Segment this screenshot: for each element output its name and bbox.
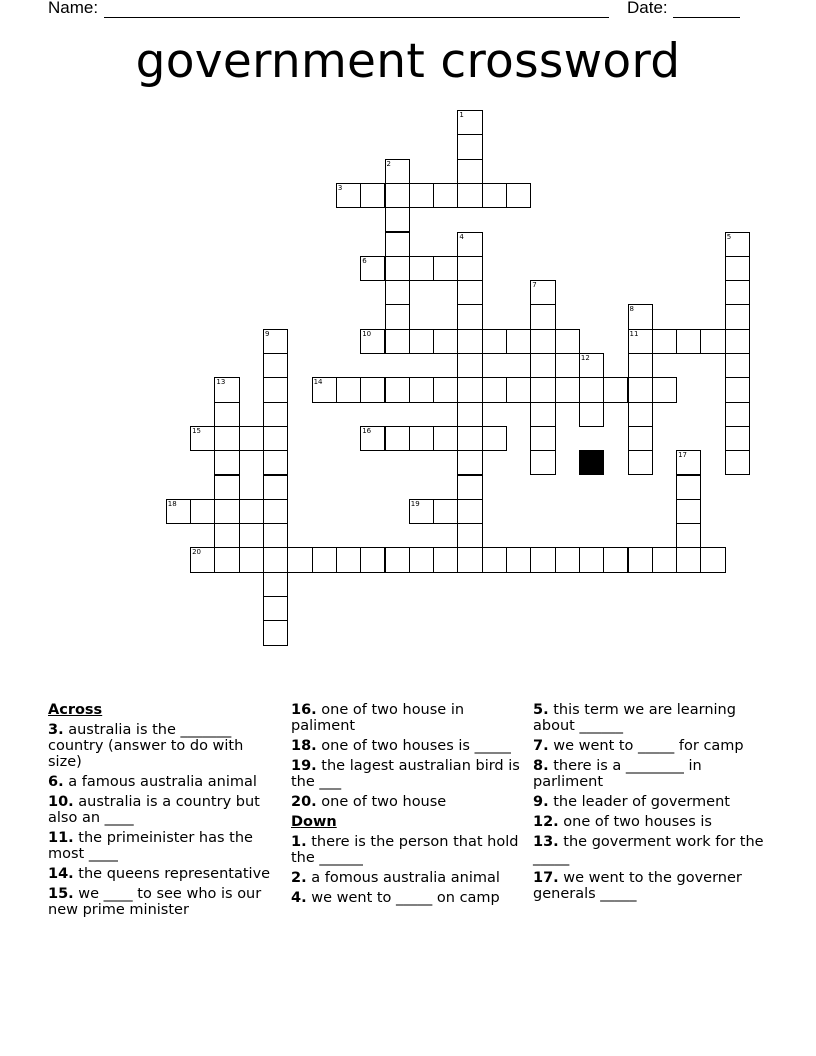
- clue-text: we went to _____ for camp: [548, 738, 744, 754]
- clue-number-label: 17: [678, 451, 688, 460]
- clue-item: [533, 834, 765, 866]
- grid-cell[interactable]: [214, 377, 239, 402]
- grid-cell[interactable]: [457, 547, 482, 572]
- grid-cell[interactable]: [214, 523, 239, 548]
- clue-item: [291, 834, 523, 866]
- clue-text: this term we are learning about ______: [533, 702, 736, 734]
- clue-text: the leader of goverment: [548, 794, 730, 810]
- grid-cell[interactable]: [628, 426, 653, 451]
- clue-number-label: 4: [459, 232, 464, 241]
- grid-cell[interactable]: [239, 499, 264, 524]
- grid-cell[interactable]: [385, 329, 410, 354]
- grid-cell[interactable]: [385, 377, 410, 402]
- grid-cell[interactable]: [385, 280, 410, 305]
- grid-cell[interactable]: [482, 547, 507, 572]
- grid-cell[interactable]: [530, 450, 555, 475]
- grid-cell[interactable]: [506, 377, 531, 402]
- grid-cell[interactable]: [482, 377, 507, 402]
- grid-cell[interactable]: [409, 426, 434, 451]
- clue-number-label: 6: [362, 256, 367, 265]
- clue-number-label: 16: [362, 426, 372, 435]
- clue-text: one of two houses is _____: [316, 738, 511, 754]
- clue-item: [48, 866, 280, 882]
- grid-cell[interactable]: [190, 547, 215, 572]
- clue-number-label: 2: [386, 159, 391, 168]
- grid-cell[interactable]: [239, 426, 264, 451]
- grid-cell[interactable]: [433, 426, 458, 451]
- grid-cell[interactable]: [555, 377, 580, 402]
- grid-cell[interactable]: [385, 159, 410, 184]
- grid-cell[interactable]: [676, 450, 701, 475]
- clues-column-1: [48, 702, 280, 922]
- grid-cell[interactable]: [263, 547, 288, 572]
- grid-cell[interactable]: [409, 183, 434, 208]
- clue-number: 1.: [291, 834, 307, 850]
- grid-cell[interactable]: [214, 426, 239, 451]
- name-label: Name:: [48, 0, 99, 17]
- clue-number-label: 7: [532, 281, 537, 290]
- clue-item: [48, 794, 280, 826]
- clue-text: the queens representative: [73, 866, 271, 882]
- clue-text: australia is the _______ country (answer to do with size): [48, 722, 244, 770]
- clue-number: 14.: [48, 866, 74, 882]
- clue-number-label: 5: [726, 232, 732, 241]
- grid-cell[interactable]: [725, 280, 750, 305]
- clue-item: [291, 738, 523, 754]
- clue-text: a fomous australia animal: [306, 870, 500, 886]
- down-heading: Down: [291, 814, 337, 830]
- grid-cell[interactable]: [360, 377, 385, 402]
- grid-cell[interactable]: [312, 377, 337, 402]
- grid-cell[interactable]: [628, 402, 653, 427]
- clue-item: [291, 702, 523, 734]
- page-title: government crossword: [135, 34, 681, 89]
- clue-number-label: 9: [265, 329, 270, 338]
- grid-cell[interactable]: [555, 329, 580, 354]
- black-square: [579, 450, 604, 475]
- grid-cell[interactable]: [530, 377, 555, 402]
- grid-cell[interactable]: [676, 523, 701, 548]
- grid-cell[interactable]: [214, 450, 239, 475]
- grid-cell[interactable]: [725, 329, 750, 354]
- grid-cell[interactable]: [433, 256, 458, 281]
- grid-cell[interactable]: [457, 402, 482, 427]
- grid-cell[interactable]: [628, 547, 653, 572]
- grid-cell[interactable]: [676, 547, 701, 572]
- grid-cell[interactable]: [433, 377, 458, 402]
- grid-cell[interactable]: [409, 547, 434, 572]
- grid-cell[interactable]: [530, 426, 555, 451]
- clue-number-label: 10: [362, 329, 372, 338]
- grid-cell[interactable]: [652, 329, 677, 354]
- grid-cell[interactable]: [579, 353, 604, 378]
- grid-cell[interactable]: [409, 329, 434, 354]
- grid-cell[interactable]: [676, 499, 701, 524]
- grid-cell[interactable]: [360, 329, 385, 354]
- grid-cell[interactable]: [385, 547, 410, 572]
- clue-number: 17.: [533, 870, 559, 886]
- clue-item: [533, 702, 765, 734]
- date-label: Date:: [627, 0, 668, 17]
- grid-cell[interactable]: [530, 329, 555, 354]
- grid-cell[interactable]: [457, 450, 482, 475]
- clue-number: 18.: [291, 738, 317, 754]
- clue-text: the goverment work for the _____: [533, 834, 764, 866]
- grid-cell[interactable]: [385, 304, 410, 329]
- grid-cell[interactable]: [652, 547, 677, 572]
- grid-cell[interactable]: [409, 499, 434, 524]
- clue-item: [48, 722, 280, 770]
- grid-cell[interactable]: [506, 183, 531, 208]
- grid-cell[interactable]: [457, 329, 482, 354]
- grid-cell[interactable]: [725, 450, 750, 475]
- clue-number: 3.: [48, 722, 64, 738]
- clue-number-label: 18: [167, 499, 177, 508]
- clue-number-label: 3: [337, 183, 343, 192]
- across-clue-list-continued: [291, 702, 523, 810]
- grid-cell[interactable]: [482, 183, 507, 208]
- clue-number: 11.: [48, 830, 74, 846]
- grid-cell[interactable]: [676, 475, 701, 500]
- clue-text: we went to _____ on camp: [306, 890, 500, 906]
- grid-cell[interactable]: [628, 377, 653, 402]
- clue-item: [291, 758, 523, 790]
- grid-cell[interactable]: [214, 402, 239, 427]
- grid-cell[interactable]: [263, 596, 288, 621]
- grid-cell[interactable]: [336, 377, 361, 402]
- grid-cell[interactable]: [385, 207, 410, 232]
- grid-cell[interactable]: [579, 547, 604, 572]
- clue-number: 4.: [291, 890, 307, 906]
- across-heading: Across: [48, 702, 103, 718]
- grid-cell[interactable]: [214, 475, 239, 500]
- clue-item: [533, 870, 765, 902]
- grid-cell[interactable]: [530, 304, 555, 329]
- clue-item: [48, 886, 280, 918]
- grid-cell[interactable]: [676, 329, 701, 354]
- clue-text: australia is a country but also an ____: [48, 794, 260, 826]
- clue-number: 10.: [48, 794, 74, 810]
- grid-cell[interactable]: [725, 232, 750, 257]
- grid-cell[interactable]: [457, 110, 482, 135]
- grid-cell[interactable]: [263, 475, 288, 500]
- grid-cell[interactable]: [263, 353, 288, 378]
- grid-cell[interactable]: [530, 402, 555, 427]
- grid-cell[interactable]: [190, 426, 215, 451]
- grid-cell[interactable]: [385, 426, 410, 451]
- grid-cell[interactable]: [725, 304, 750, 329]
- grid-cell[interactable]: [482, 426, 507, 451]
- grid-cell[interactable]: [725, 377, 750, 402]
- grid-cell[interactable]: [457, 499, 482, 524]
- grid-cell[interactable]: [457, 353, 482, 378]
- grid-cell[interactable]: [287, 547, 312, 572]
- grid-cell[interactable]: [214, 499, 239, 524]
- grid-cell[interactable]: [166, 499, 191, 524]
- clue-number: 15.: [48, 886, 74, 902]
- clue-text: a famous australia animal: [63, 774, 257, 790]
- clue-item: [533, 758, 765, 790]
- clue-number: 6.: [48, 774, 64, 790]
- clue-text: the lagest australian bird is the ___: [291, 758, 520, 790]
- clue-number-label: 8: [629, 305, 634, 314]
- grid-cell[interactable]: [628, 329, 653, 354]
- clue-number-label: 1: [459, 111, 464, 119]
- grid-cell[interactable]: [530, 353, 555, 378]
- grid-cell[interactable]: [385, 256, 410, 281]
- clue-number-label: 15: [192, 426, 202, 435]
- grid-cell[interactable]: [603, 547, 628, 572]
- grid-cell[interactable]: [579, 377, 604, 402]
- grid-cell[interactable]: [457, 280, 482, 305]
- clue-text: the primeinister has the most ____: [48, 830, 253, 862]
- grid-cell[interactable]: [628, 353, 653, 378]
- grid-cell[interactable]: [312, 547, 337, 572]
- grid-cell[interactable]: [239, 547, 264, 572]
- grid-cell[interactable]: [555, 547, 580, 572]
- grid-cell[interactable]: [506, 329, 531, 354]
- grid-cell[interactable]: [263, 402, 288, 427]
- grid-cell[interactable]: [263, 620, 288, 645]
- grid-cell[interactable]: [457, 232, 482, 257]
- clue-text: one of two house: [316, 794, 447, 810]
- clue-number: 19.: [291, 758, 317, 774]
- grid-cell[interactable]: [725, 353, 750, 378]
- grid-cell[interactable]: [603, 377, 628, 402]
- grid-cell[interactable]: [263, 572, 288, 597]
- grid-cell[interactable]: [263, 450, 288, 475]
- grid-cell[interactable]: [725, 402, 750, 427]
- clue-item: [291, 870, 523, 886]
- clue-number-label: 11: [629, 329, 639, 338]
- grid-cell[interactable]: [263, 523, 288, 548]
- grid-cell[interactable]: [190, 499, 215, 524]
- clue-number: 20.: [291, 794, 317, 810]
- grid-cell[interactable]: [457, 159, 482, 184]
- grid-cell[interactable]: [409, 377, 434, 402]
- grid-cell[interactable]: [433, 329, 458, 354]
- down-clue-list-continued: [533, 702, 765, 902]
- clue-item: [533, 814, 765, 830]
- clue-text: we went to the governer generals _____: [533, 870, 742, 902]
- grid-cell[interactable]: [530, 280, 555, 305]
- grid-cell[interactable]: [457, 426, 482, 451]
- clue-text: we ____ to see who is our new prime minister: [48, 886, 262, 918]
- grid-cell[interactable]: [482, 329, 507, 354]
- grid-cell[interactable]: [360, 183, 385, 208]
- clue-number-label: 13: [216, 378, 226, 387]
- grid-cell[interactable]: [360, 426, 385, 451]
- clue-text: one of two houses is: [558, 814, 712, 830]
- grid-cell[interactable]: [457, 256, 482, 281]
- clue-item: [291, 794, 523, 810]
- grid-cell[interactable]: [263, 329, 288, 354]
- clues-column-2: [291, 702, 523, 910]
- clue-number-label: 12: [580, 354, 590, 362]
- grid-cell[interactable]: [700, 329, 725, 354]
- clue-item: [48, 830, 280, 862]
- grid-cell[interactable]: [725, 256, 750, 281]
- grid-cell[interactable]: [336, 547, 361, 572]
- grid-cell[interactable]: [457, 523, 482, 548]
- grid-cell[interactable]: [263, 377, 288, 402]
- grid-cell[interactable]: [725, 426, 750, 451]
- down-clue-list: [291, 834, 523, 906]
- clues-column-3: [533, 702, 765, 906]
- grid-cell[interactable]: [700, 547, 725, 572]
- grid-cell[interactable]: [628, 450, 653, 475]
- grid-cell[interactable]: [263, 499, 288, 524]
- clue-number: 12.: [533, 814, 559, 830]
- across-clue-list: [48, 722, 280, 918]
- grid-cell[interactable]: [530, 547, 555, 572]
- clue-text: one of two house in paliment: [291, 702, 465, 734]
- grid-cell[interactable]: [457, 134, 482, 159]
- grid-cell[interactable]: [457, 475, 482, 500]
- clue-number: 2.: [291, 870, 307, 886]
- clue-number: 16.: [291, 702, 317, 718]
- grid-cell[interactable]: [506, 547, 531, 572]
- grid-cell[interactable]: [433, 499, 458, 524]
- clue-number: 9.: [533, 794, 549, 810]
- clue-number: 13.: [533, 834, 559, 850]
- clue-number-label: 14: [313, 378, 323, 387]
- grid-cell[interactable]: [263, 426, 288, 451]
- clue-number: 7.: [533, 738, 549, 754]
- grid-cell[interactable]: [385, 183, 410, 208]
- grid-cell[interactable]: [433, 547, 458, 572]
- clue-text: there is a ________ in parliment: [533, 758, 702, 790]
- clue-number: 8.: [533, 758, 549, 774]
- clue-item: [48, 774, 280, 790]
- clue-item: [533, 738, 765, 754]
- grid-cell[interactable]: [336, 183, 361, 208]
- grid-cell[interactable]: [579, 402, 604, 427]
- grid-cell[interactable]: [457, 183, 482, 208]
- grid-cell[interactable]: [457, 304, 482, 329]
- clue-text: there is the person that hold the ______: [291, 834, 519, 866]
- clue-item: [533, 794, 765, 810]
- grid-cell[interactable]: [457, 377, 482, 402]
- grid-cell[interactable]: [433, 183, 458, 208]
- clue-number: 5.: [533, 702, 549, 718]
- grid-cell[interactable]: [385, 232, 410, 257]
- grid-cell[interactable]: [409, 256, 434, 281]
- clue-number-label: 20: [192, 548, 202, 557]
- grid-cell[interactable]: [360, 256, 385, 281]
- grid-cell[interactable]: [214, 547, 239, 572]
- clue-number-label: 19: [410, 499, 420, 508]
- grid-cell[interactable]: [652, 377, 677, 402]
- clue-item: [291, 890, 523, 906]
- grid-cell[interactable]: [360, 547, 385, 572]
- grid-cell[interactable]: [628, 304, 653, 329]
